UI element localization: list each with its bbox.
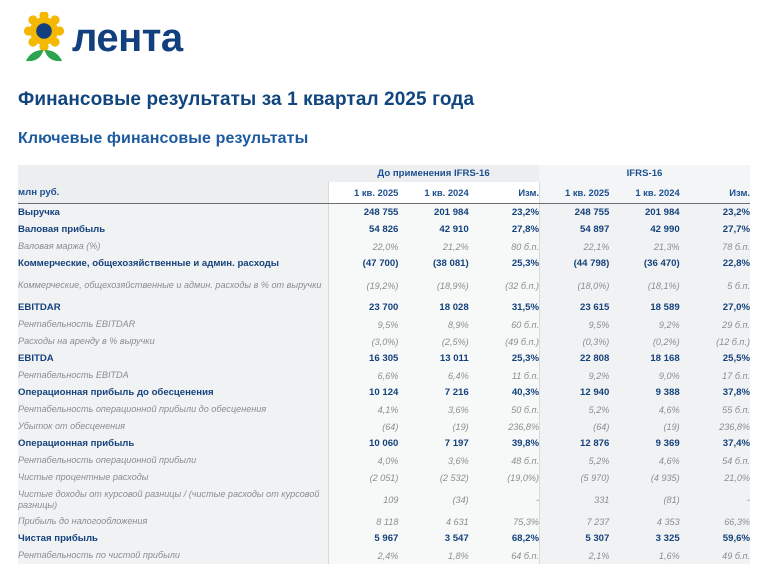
table-cell: 5,2% xyxy=(539,452,609,469)
table-row xyxy=(18,513,750,530)
table-cell: 39,8% xyxy=(469,435,539,452)
table-cell: (34) xyxy=(398,486,468,513)
group-header-row xyxy=(18,165,750,182)
table-cell: 75,3% xyxy=(469,513,539,530)
table-cell: - xyxy=(680,486,750,513)
table-cell: (49 б.п.) xyxy=(469,333,539,350)
table-cell: 17 б.п. xyxy=(680,367,750,384)
financial-results-table xyxy=(18,165,750,564)
table-cell: 18 168 xyxy=(609,350,679,367)
table-row xyxy=(18,350,750,367)
table-cell: 3 325 xyxy=(609,530,679,547)
table-cell: 55 б.п. xyxy=(680,401,750,418)
table-cell: (18,9%) xyxy=(398,272,468,299)
table-cell: 23,2% xyxy=(680,204,750,221)
row-label: Валовая прибыль xyxy=(18,221,328,238)
table-cell: 248 755 xyxy=(539,204,609,221)
table-cell: 25,3% xyxy=(469,350,539,367)
table-cell: 9 388 xyxy=(609,384,679,401)
table-cell: 4,1% xyxy=(328,401,398,418)
row-label: Коммерческие, общехозяйственные и админ. расходы в % от выручки xyxy=(18,272,328,299)
table-cell: 54 826 xyxy=(328,221,398,238)
table-cell: - xyxy=(469,486,539,513)
table-cell: 5,2% xyxy=(539,401,609,418)
table-cell: 48 б.п. xyxy=(469,452,539,469)
table-row xyxy=(18,418,750,435)
table-cell: 22 808 xyxy=(539,350,609,367)
table-row xyxy=(18,299,750,316)
unit-label: млн руб. xyxy=(18,182,328,203)
table-cell: 21,0% xyxy=(680,469,750,486)
table-cell: 18 028 xyxy=(398,299,468,316)
table-cell: 6,4% xyxy=(398,367,468,384)
row-label: Валовая маржа (%) xyxy=(18,238,328,255)
table-cell: (4 935) xyxy=(609,469,679,486)
table-cell: 49 б.п. xyxy=(680,547,750,564)
table-cell: 25,3% xyxy=(469,255,539,272)
table-cell: 7 237 xyxy=(539,513,609,530)
page-title: Финансовые результаты за 1 квартал 2025 года xyxy=(18,89,475,110)
table-cell: 21,3% xyxy=(609,238,679,255)
table-cell: (32 б.п.) xyxy=(469,272,539,299)
table-cell: 2,4% xyxy=(328,547,398,564)
table-cell: (19) xyxy=(609,418,679,435)
table-cell: 4 353 xyxy=(609,513,679,530)
table-cell: 11 б.п. xyxy=(469,367,539,384)
row-label: Чистая прибыль xyxy=(18,530,328,547)
table-row xyxy=(18,316,750,333)
table-cell: 1,6% xyxy=(609,547,679,564)
table-cell: 37,8% xyxy=(680,384,750,401)
table-cell: 22,8% xyxy=(680,255,750,272)
table-cell: 12 940 xyxy=(539,384,609,401)
col-header-ifrs-change: Изм. xyxy=(680,182,750,203)
table-row xyxy=(18,452,750,469)
table-cell: (3,0%) xyxy=(328,333,398,350)
table-cell: 23 615 xyxy=(539,299,609,316)
table-cell: 68,2% xyxy=(469,530,539,547)
table-cell: 31,5% xyxy=(469,299,539,316)
table-cell: (18,0%) xyxy=(539,272,609,299)
row-label: Рентабельность по чистой прибыли xyxy=(18,547,328,564)
table-cell: 331 xyxy=(539,486,609,513)
group-header-pre-ifrs16: До применения IFRS-16 xyxy=(328,165,539,182)
table-cell: 236,8% xyxy=(469,418,539,435)
table-cell: 10 060 xyxy=(328,435,398,452)
table-cell: 5 967 xyxy=(328,530,398,547)
table-cell: 9,5% xyxy=(328,316,398,333)
table-cell: 16 305 xyxy=(328,350,398,367)
col-header-ifrs-q1-2025: 1 кв. 2025 xyxy=(539,182,609,203)
row-label: Чистые доходы от курсовой разницы / (чистые расходы от курсовой разницы) xyxy=(18,486,328,513)
table-cell: 23 700 xyxy=(328,299,398,316)
table-cell: 9,5% xyxy=(539,316,609,333)
table-row xyxy=(18,384,750,401)
table-cell: 5 б.п. xyxy=(680,272,750,299)
table-row xyxy=(18,486,750,513)
table-cell: 12 876 xyxy=(539,435,609,452)
row-label: Коммерческие, общехозяйственные и админ. расходы xyxy=(18,255,328,272)
logo-wordmark: лента xyxy=(72,16,183,60)
table-cell: 248 755 xyxy=(328,204,398,221)
row-label: Рентабельность EBITDAR xyxy=(18,316,328,333)
group-header-ifrs16: IFRS-16 xyxy=(539,165,750,182)
table-cell: 9,2% xyxy=(539,367,609,384)
col-header-ifrs-q1-2024: 1 кв. 2024 xyxy=(609,182,679,203)
table-cell: 7 216 xyxy=(398,384,468,401)
table-cell: 66,3% xyxy=(680,513,750,530)
table-row xyxy=(18,333,750,350)
col-header-pre-q1-2024: 1 кв. 2024 xyxy=(398,182,468,203)
table-cell: (12 б.п.) xyxy=(680,333,750,350)
table-row xyxy=(18,435,750,452)
table-row xyxy=(18,367,750,384)
table-cell: (64) xyxy=(539,418,609,435)
sunflower-logo-icon xyxy=(18,12,70,64)
table-cell: 60 б.п. xyxy=(469,316,539,333)
table-cell: (19) xyxy=(398,418,468,435)
table-row xyxy=(18,469,750,486)
section-subtitle: Ключевые финансовые результаты xyxy=(18,130,309,147)
table-cell: 109 xyxy=(328,486,398,513)
column-header-row xyxy=(18,182,750,203)
table-cell: 201 984 xyxy=(398,204,468,221)
table-cell: (64) xyxy=(328,418,398,435)
row-label: Рентабельность EBITDA xyxy=(18,367,328,384)
table-cell: 59,6% xyxy=(680,530,750,547)
table-cell: (0,2%) xyxy=(609,333,679,350)
table-cell: 42 990 xyxy=(609,221,679,238)
table-cell: 42 910 xyxy=(398,221,468,238)
row-label: Выручка xyxy=(18,204,328,221)
table-cell: (47 700) xyxy=(328,255,398,272)
table-cell: 23,2% xyxy=(469,204,539,221)
table-cell: (2 051) xyxy=(328,469,398,486)
table-cell: 27,0% xyxy=(680,299,750,316)
table-cell: 4,6% xyxy=(609,401,679,418)
table-cell: 27,8% xyxy=(469,221,539,238)
row-label: Прибыль до налогообложения xyxy=(18,513,328,530)
table-cell: 8 118 xyxy=(328,513,398,530)
row-label: Расходы на аренду в % выручки xyxy=(18,333,328,350)
row-label: EBITDA xyxy=(18,350,328,367)
row-label: Рентабельность операционной прибыли до обесценения xyxy=(18,401,328,418)
table-cell: 7 197 xyxy=(398,435,468,452)
table-cell: 4,6% xyxy=(609,452,679,469)
table-cell: 10 124 xyxy=(328,384,398,401)
table-cell: (0,3%) xyxy=(539,333,609,350)
table-row xyxy=(18,401,750,418)
table-cell: 201 984 xyxy=(609,204,679,221)
table-cell: 9,2% xyxy=(609,316,679,333)
table-cell: 22,0% xyxy=(328,238,398,255)
table-head xyxy=(18,165,750,204)
table-cell: 236,8% xyxy=(680,418,750,435)
table-cell: 4 631 xyxy=(398,513,468,530)
table-row xyxy=(18,547,750,564)
table-row xyxy=(18,204,750,221)
table-cell: 25,5% xyxy=(680,350,750,367)
table-row xyxy=(18,221,750,238)
table-cell: (19,0%) xyxy=(469,469,539,486)
table-row xyxy=(18,238,750,255)
table-row xyxy=(18,255,750,272)
table-cell: 4,0% xyxy=(328,452,398,469)
table-cell: 40,3% xyxy=(469,384,539,401)
table-cell: 2,1% xyxy=(539,547,609,564)
table-cell: 27,7% xyxy=(680,221,750,238)
table-cell: 6,6% xyxy=(328,367,398,384)
table-cell: 54 б.п. xyxy=(680,452,750,469)
table-cell: (44 798) xyxy=(539,255,609,272)
table-cell: 8,9% xyxy=(398,316,468,333)
table-cell: 22,1% xyxy=(539,238,609,255)
table-cell: 64 б.п. xyxy=(469,547,539,564)
table-row xyxy=(18,272,750,299)
table-row xyxy=(18,530,750,547)
row-label: Чистые процентные расходы xyxy=(18,469,328,486)
table-cell: 78 б.п. xyxy=(680,238,750,255)
row-label: Операционная прибыль до обесценения xyxy=(18,384,328,401)
table-cell: 29 б.п. xyxy=(680,316,750,333)
row-label: Рентабельность операционной прибыли xyxy=(18,452,328,469)
table-cell: 3,6% xyxy=(398,452,468,469)
table-cell: (2,5%) xyxy=(398,333,468,350)
row-label: Операционная прибыль xyxy=(18,435,328,452)
table-cell: 37,4% xyxy=(680,435,750,452)
table-cell: (2 532) xyxy=(398,469,468,486)
table-cell: 80 б.п. xyxy=(469,238,539,255)
table-cell: 18 589 xyxy=(609,299,679,316)
table-cell: (5 970) xyxy=(539,469,609,486)
table-cell: (38 081) xyxy=(398,255,468,272)
table-cell: 21,2% xyxy=(398,238,468,255)
table-cell: 50 б.п. xyxy=(469,401,539,418)
table-cell: 9,0% xyxy=(609,367,679,384)
table-cell: 3 547 xyxy=(398,530,468,547)
table-cell: 1,8% xyxy=(398,547,468,564)
table-cell: 5 307 xyxy=(539,530,609,547)
row-label: Убыток от обесценения xyxy=(18,418,328,435)
col-header-pre-q1-2025: 1 кв. 2025 xyxy=(328,182,398,203)
table-cell: 3,6% xyxy=(398,401,468,418)
col-header-pre-change: Изм. xyxy=(469,182,539,203)
table-cell: (36 470) xyxy=(609,255,679,272)
table-cell: (18,1%) xyxy=(609,272,679,299)
table-cell: 13 011 xyxy=(398,350,468,367)
table-cell: 9 369 xyxy=(609,435,679,452)
brand-logo xyxy=(18,12,183,64)
group-header-spacer xyxy=(18,165,328,182)
table-cell: (81) xyxy=(609,486,679,513)
table-body xyxy=(18,204,750,564)
row-label: EBITDAR xyxy=(18,299,328,316)
table-cell: 54 897 xyxy=(539,221,609,238)
table-cell: (19,2%) xyxy=(328,272,398,299)
